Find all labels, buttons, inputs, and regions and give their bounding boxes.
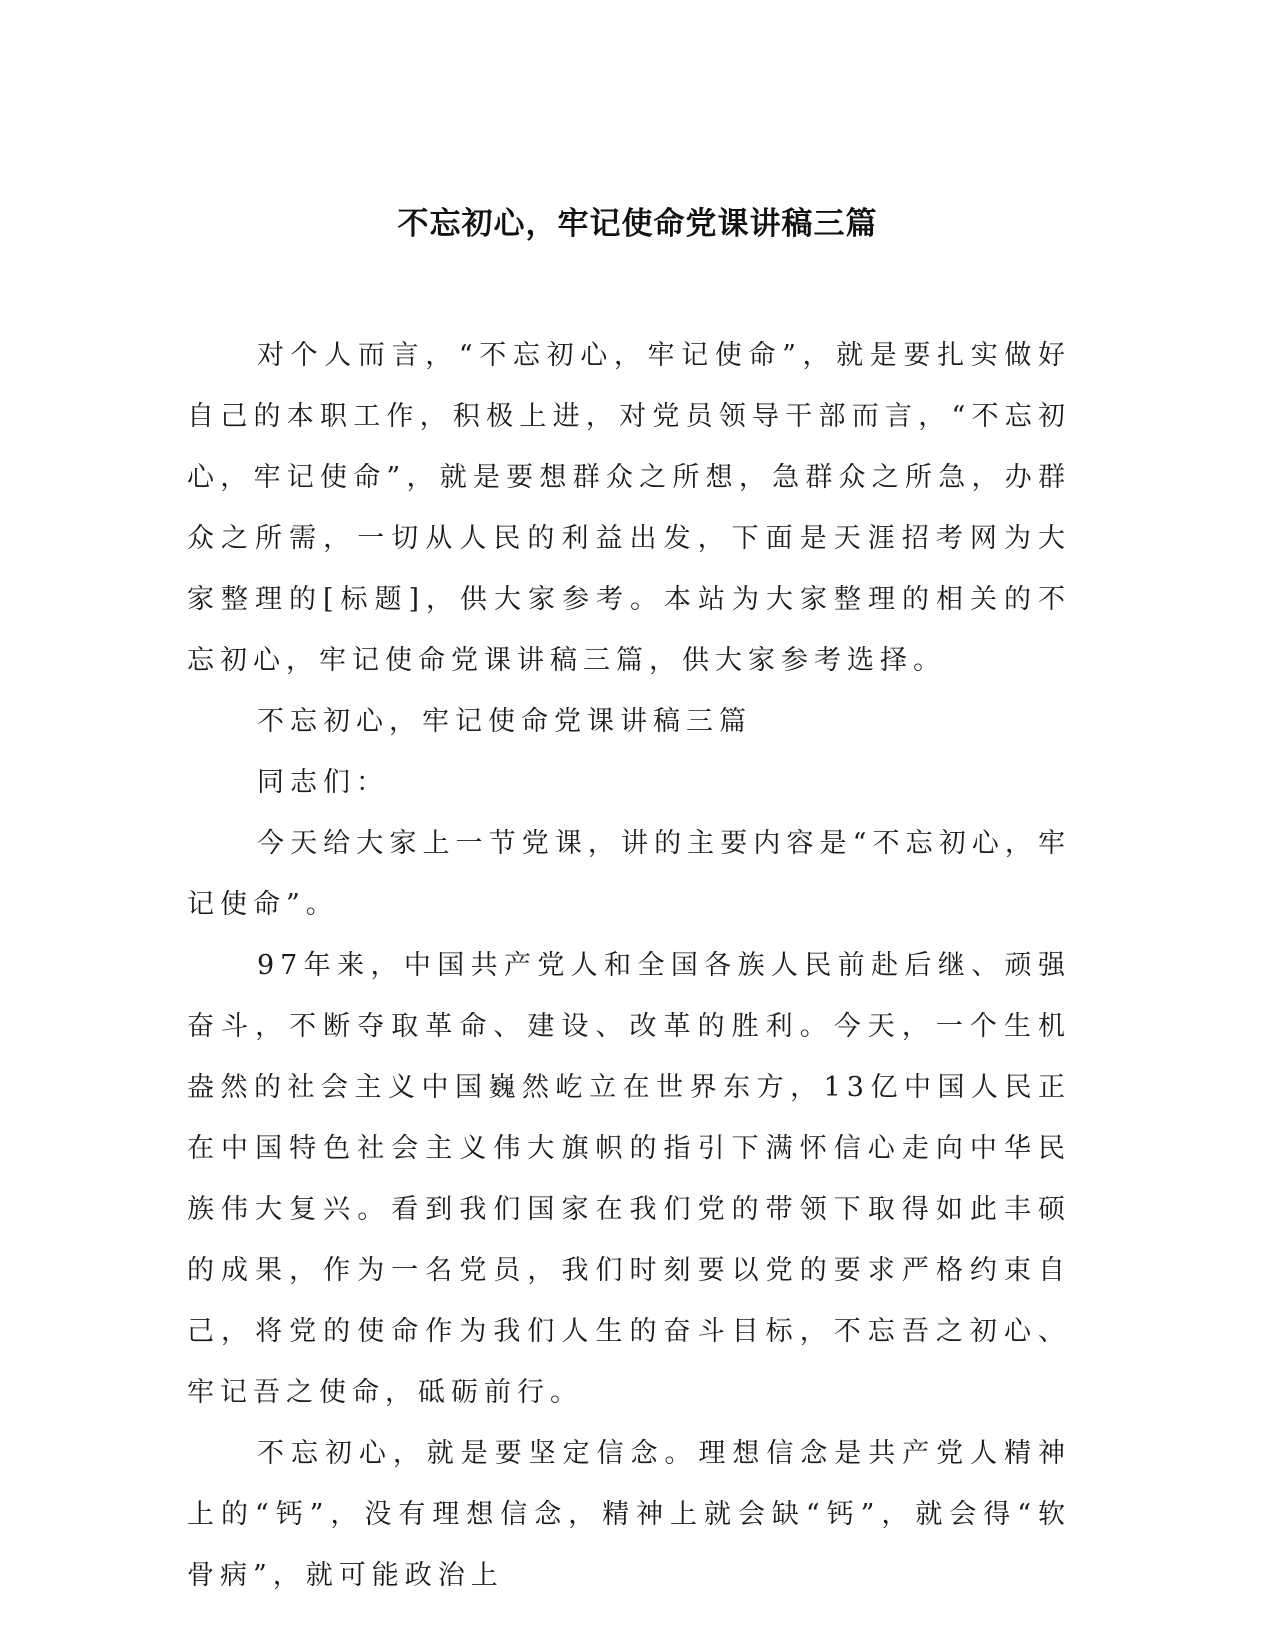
belief-paragraph: 不忘初心，就是要坚定信念。理想信念是共产党人精神上的“钙”，没有理想信念，精神上就会缺“钙”，就会得“软骨病”，就可能政治上 — [187, 1438, 1071, 1591]
opening-paragraph: 今天给大家上一节党课，讲的主要内容是“不忘初心，牢记使命”。 — [187, 828, 1071, 920]
section-heading: 不忘初心，牢记使命党课讲稿三篇 — [257, 706, 752, 737]
document-body — [187, 325, 1071, 1606]
history-paragraph: 97年来，中国共产党人和全国各族人民前赴后继、顽强奋斗，不断夺取革命、建设、改革的胜利。今天，一个生机盎然的社会主义中国巍然屹立在世界东方，13亿中国人民正在中国特色社会主义伟大旗帜的指引下满怀信心走向中华民族伟大复兴。看到我们国家在我们党的带领下取得如此丰硕的成果，作为一名党员，我们时刻要以党的要求严格约束自己，将党的使命作为我们人生的奋斗目标，不忘吾之初心、牢记吾之使命，砥砺前行。 — [187, 950, 1071, 1408]
intro-paragraph: 对个人而言，“不忘初心，牢记使命”，就是要扎实做好自己的本职工作，积极上进，对党员领导干部而言，“不忘初心，牢记使命”，就是要想群众之所想，急群众之所急，办群众之所需，一切从人民的利益出发，下面是天涯招考网为大家整理的[标题]，供大家参考。本站为大家整理的相关的不忘初心，牢记使命党课讲稿三篇，供大家参考选择。 — [187, 340, 1071, 676]
document-title: 不忘初心，牢记使命党课讲稿三篇 — [397, 206, 878, 242]
salutation: 同志们： — [257, 767, 389, 798]
